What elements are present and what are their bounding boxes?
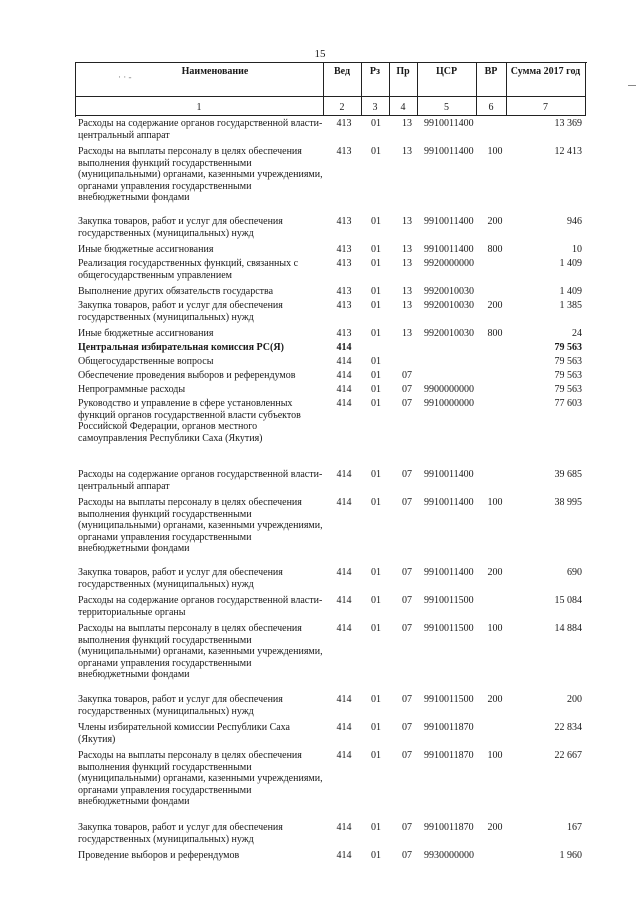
- column-number: 4: [400, 102, 406, 113]
- row-vr: 200: [487, 300, 503, 311]
- header-bottom-border: [75, 115, 586, 116]
- row-sum: 1 409: [559, 258, 582, 269]
- row-rz: 01: [371, 623, 381, 634]
- row-csr: 9910011400: [424, 118, 474, 129]
- header-rz: Рз: [369, 66, 381, 77]
- row-name: Закупка товаров, работ и услуг для обеспечения государственных (муниципальных) нужд: [78, 822, 283, 845]
- row-sum: 200: [567, 694, 582, 705]
- row-rz: 01: [371, 850, 381, 861]
- column-number: 6: [488, 102, 494, 113]
- row-pr: 07: [402, 384, 412, 395]
- row-sum: 38 995: [554, 497, 582, 508]
- header-vr: ВР: [484, 66, 498, 77]
- column-number: 7: [543, 102, 548, 113]
- row-name: Закупка товаров, работ и услуг для обеспечения государственных (муниципальных) нужд: [78, 300, 283, 323]
- row-pr: 07: [402, 750, 412, 761]
- row-ved: 414: [336, 356, 352, 367]
- row-ved: 413: [336, 146, 352, 157]
- row-sum: 946: [567, 216, 582, 227]
- row-ved: 414: [336, 822, 352, 833]
- row-ved: 413: [336, 300, 352, 311]
- column-number: 5: [444, 102, 449, 113]
- row-sum: 14 884: [554, 623, 582, 634]
- row-csr: 9910011500: [424, 595, 474, 606]
- row-vr: 100: [487, 497, 503, 508]
- header-csr: ЦСР: [435, 66, 458, 77]
- row-pr: 07: [402, 370, 412, 381]
- row-sum: 22 667: [554, 750, 582, 761]
- row-pr: 13: [402, 118, 412, 129]
- row-ved: 413: [336, 286, 352, 297]
- row-csr: 9910011400: [424, 469, 474, 480]
- row-csr: 9920000000: [424, 258, 474, 269]
- row-csr: 9910000000: [424, 398, 474, 409]
- row-rz: 01: [371, 286, 381, 297]
- row-name: Расходы на содержание органов государственной власти- центральный аппарат: [78, 469, 323, 492]
- row-vr: 200: [487, 694, 503, 705]
- row-pr: 07: [402, 595, 412, 606]
- row-pr: 07: [402, 850, 412, 861]
- row-pr: 13: [402, 258, 412, 269]
- row-rz: 01: [371, 694, 381, 705]
- row-rz: 01: [371, 356, 381, 367]
- row-rz: 01: [371, 469, 381, 480]
- row-csr: 9910011500: [424, 623, 474, 634]
- row-csr: 9920010030: [424, 328, 474, 339]
- row-rz: 01: [371, 750, 381, 761]
- row-rz: 01: [371, 216, 381, 227]
- column-divider: [585, 62, 586, 116]
- row-ved: 413: [336, 258, 352, 269]
- page-number: 15: [314, 48, 326, 60]
- row-csr: 9930000000: [424, 850, 474, 861]
- row-sum: 79 563: [554, 356, 582, 367]
- row-ved: 413: [336, 118, 352, 129]
- row-pr: 13: [402, 300, 412, 311]
- row-pr: 07: [402, 623, 412, 634]
- row-name: Непрограммные расходы: [78, 384, 186, 395]
- row-rz: 01: [371, 822, 381, 833]
- row-name: Расходы на выплаты персоналу в целях обеспечения выполнения функций государственными (муниципальными) органами, казенными учреждениями, органами управления государственными внебюджетными фондами: [78, 623, 323, 680]
- row-vr: 100: [487, 146, 503, 157]
- row-vr: 200: [487, 216, 503, 227]
- row-ved: 414: [336, 623, 352, 634]
- row-ved: 413: [336, 328, 352, 339]
- row-name: Обеспечение проведения выборов и референдумов: [78, 370, 296, 381]
- row-pr: 07: [402, 398, 412, 409]
- row-ved: 414: [336, 850, 352, 861]
- row-name: Члены избирательной комиссии Республики Саха (Якутия): [78, 722, 290, 745]
- row-ved: 414: [336, 694, 352, 705]
- row-sum: 167: [567, 822, 582, 833]
- row-pr: 07: [402, 822, 412, 833]
- row-sum: 79 563: [554, 370, 582, 381]
- row-ved: 414: [336, 595, 352, 606]
- row-rz: 01: [371, 146, 381, 157]
- header-name: Наименование: [181, 66, 249, 77]
- row-csr: 9910011400: [424, 567, 474, 578]
- row-rz: 01: [371, 567, 381, 578]
- row-pr: 13: [402, 244, 412, 255]
- header-pr: Пр: [396, 66, 410, 77]
- row-sum: 79 563: [554, 342, 582, 353]
- header-divider: [75, 96, 586, 97]
- row-rz: 01: [371, 118, 381, 129]
- row-vr: 100: [487, 750, 503, 761]
- row-ved: 413: [336, 216, 352, 227]
- row-ved: 414: [336, 398, 352, 409]
- row-csr: 9900000000: [424, 384, 474, 395]
- row-name: Выполнение других обязательств государства: [78, 286, 274, 297]
- row-csr: 9910011870: [424, 750, 474, 761]
- column-number: 3: [372, 102, 378, 113]
- row-sum: 1 385: [559, 300, 582, 311]
- row-pr: 07: [402, 497, 412, 508]
- row-ved: 414: [336, 567, 352, 578]
- row-sum: 12 413: [554, 146, 582, 157]
- column-number: 2: [339, 102, 345, 113]
- row-csr: 9910011400: [424, 216, 474, 227]
- row-sum: 690: [567, 567, 582, 578]
- row-rz: 01: [371, 244, 381, 255]
- row-rz: 01: [371, 497, 381, 508]
- column-number: 1: [196, 102, 202, 113]
- row-name: Руководство и управление в сфере установленных функций органов государственной власти субъектов Российской Федерации, органов местного самоуправления Республики Саха (Якутия): [78, 398, 301, 444]
- row-sum: 79 563: [554, 384, 582, 395]
- row-vr: 200: [487, 822, 503, 833]
- row-ved: 413: [336, 244, 352, 255]
- row-rz: 01: [371, 398, 381, 409]
- row-pr: 13: [402, 286, 412, 297]
- row-name: Проведение выборов и референдумов: [78, 850, 240, 861]
- row-rz: 01: [371, 258, 381, 269]
- row-vr: 800: [487, 328, 503, 339]
- row-name: Расходы на выплаты персоналу в целях обеспечения выполнения функций государственными (муниципальными) органами, казенными учреждениями, органами управления государственными внебюджетными фондами: [78, 146, 323, 203]
- row-vr: 200: [487, 567, 503, 578]
- row-name: Расходы на выплаты персоналу в целях обеспечения выполнения функций государственными (муниципальными) органами, казенными учреждениями, органами управления государственными внебюджетными фондами: [78, 497, 323, 554]
- row-ved: 414: [336, 497, 352, 508]
- scan-noise: · · -: [118, 72, 132, 82]
- row-rz: 01: [371, 384, 381, 395]
- row-sum: 10: [572, 244, 582, 255]
- row-pr: 07: [402, 722, 412, 733]
- row-rz: 01: [371, 300, 381, 311]
- row-sum: 1 409: [559, 286, 582, 297]
- scan-noise: [628, 85, 636, 86]
- row-name: Расходы на содержание органов государственной власти- территориальные органы: [78, 595, 323, 618]
- row-rz: 01: [371, 595, 381, 606]
- row-rz: 01: [371, 370, 381, 381]
- row-name: Расходы на выплаты персоналу в целях обеспечения выполнения функций государственными (муниципальными) органами, казенными учреждениями, органами управления государственными внебюджетными фондами: [78, 750, 323, 807]
- row-csr: 9910011400: [424, 146, 474, 157]
- row-ved: 414: [336, 722, 352, 733]
- row-name: Закупка товаров, работ и услуг для обеспечения государственных (муниципальных) нужд: [78, 694, 283, 717]
- row-name: Иные бюджетные ассигнования: [78, 244, 214, 255]
- header-ved: Вед: [333, 66, 351, 77]
- row-rz: 01: [371, 328, 381, 339]
- row-csr: 9910011500: [424, 694, 474, 705]
- row-pr: 13: [402, 216, 412, 227]
- row-csr: 9920010030: [424, 286, 474, 297]
- row-name: Закупка товаров, работ и услуг для обеспечения государственных (муниципальных) нужд: [78, 567, 283, 590]
- row-pr: 13: [402, 328, 412, 339]
- row-name: Расходы на содержание органов государственной власти- центральный аппарат: [78, 118, 323, 141]
- row-ved: 414: [336, 370, 352, 381]
- row-pr: 13: [402, 146, 412, 157]
- row-vr: 800: [487, 244, 503, 255]
- row-ved: 414: [336, 384, 352, 395]
- row-sum: 13 369: [554, 118, 582, 129]
- row-sum: 1 960: [559, 850, 582, 861]
- row-name: Закупка товаров, работ и услуг для обеспечения государственных (муниципальных) нужд: [78, 216, 283, 239]
- row-csr: 9910011870: [424, 822, 474, 833]
- row-name: Иные бюджетные ассигнования: [78, 328, 214, 339]
- row-csr: 9910011870: [424, 722, 474, 733]
- row-sum: 15 084: [554, 595, 582, 606]
- row-csr: 9910011400: [424, 244, 474, 255]
- row-csr: 9920010030: [424, 300, 474, 311]
- row-rz: 01: [371, 722, 381, 733]
- row-sum: 39 685: [554, 469, 582, 480]
- row-name: Реализация государственных функций, связанных с общегосударственным управлением: [78, 258, 299, 281]
- row-sum: 77 603: [554, 398, 582, 409]
- row-csr: 9910011400: [424, 497, 474, 508]
- row-ved: 414: [336, 469, 352, 480]
- row-name: Центральная избирательная комиссия РС(Я): [78, 342, 284, 353]
- row-vr: 100: [487, 623, 503, 634]
- row-name: Общегосударственные вопросы: [78, 356, 214, 367]
- row-pr: 07: [402, 694, 412, 705]
- row-ved: 414: [336, 750, 352, 761]
- row-sum: 24: [572, 328, 582, 339]
- row-ved: 414: [336, 342, 352, 353]
- row-sum: 22 834: [554, 722, 582, 733]
- header-sum: Сумма 2017 год: [510, 66, 581, 77]
- row-pr: 07: [402, 567, 412, 578]
- row-pr: 07: [402, 469, 412, 480]
